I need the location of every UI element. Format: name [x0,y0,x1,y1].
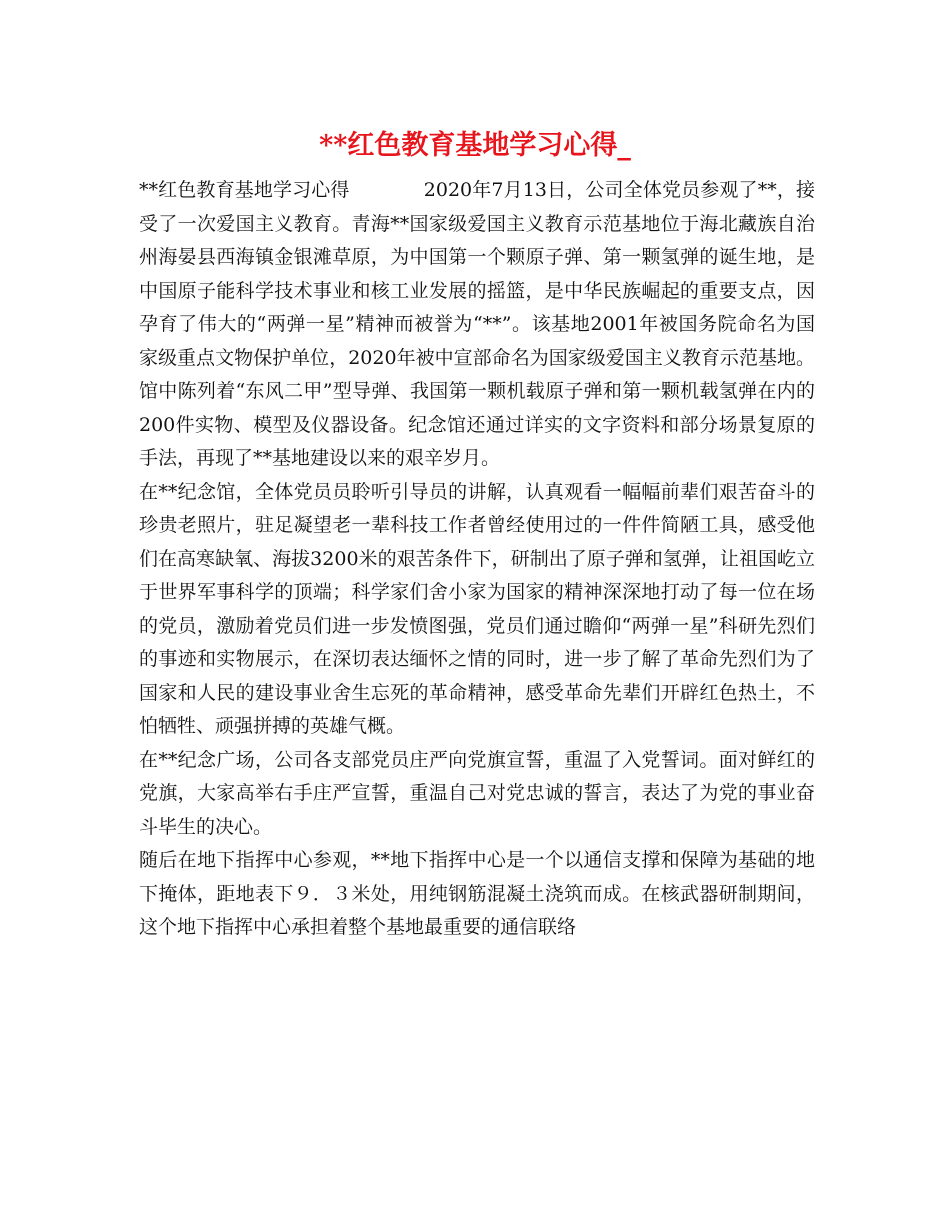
paragraph-3: 在**纪念广场，公司各支部党员庄严向党旗宣誓，重温了入党誓词。面对鲜红的党旗，大家高举右手庄严宣誓，重温自己对党忠诚的誓言，表达了为党的事业奋斗毕生的决心。 [139,748,815,838]
document-body [139,174,815,945]
paragraph-1: **红色教育基地学习心得 2020年7月13日，公司全体党员参观了**，接受了一次爱国主义教育。青海**国家级爱国主义教育示范基地位于海北藏族自治州海晏县西海镇金银滩草原，为中国第一个颗原子弹、第一颗氢弹的诞生地，是中国原子能科学技术事业和核工业发展的摇篮，是中华民族崛起的重要支点，因孕育了伟大的“两弹一星”精神而被誉为“**”。该基地2001年被国务院命名为国家级重点文物保护单位，2020年被中宣部命名为国家级爱国主义教育示范基地。馆中陈列着“东风二甲”型导弹、我国第一颗机载原子弹和第一颗机载氢弹在内的200件实物、模型及仪器设备。纪念馆还通过详实的文字资料和部分场景复原的手法，再现了**基地建设以来的艰辛岁月。 [139,179,815,469]
document-title: **红色教育基地学习心得_ [319,130,631,161]
paragraph-2: 在**纪念馆，全体党员员聆听引导员的讲解，认真观看一幅幅前辈们艰苦奋斗的珍贵老照片，驻足凝望老一辈科技工作者曾经使用过的一件件简陋工具，感受他们在高寒缺氧、海拔3200米的艰苦条件下，研制出了原子弹和氢弹，让祖国屹立于世界军事科学的顶端；科学家们舍小家为国家的精神深深地打动了每一位在场的党员，激励着党员们进一步发愤图强，党员们通过瞻仰“两弹一星”科研先烈们的事迹和实物展示，在深切表达缅怀之情的同时，进一步了解了革命先烈们为了国家和人民的建设事业舍生忘死的革命精神，感受革命先辈们开辟红色热土，不怕牺牲、顽强拼搏的英雄气概。 [139,480,815,737]
paragraph-4: 随后在地下指挥中心参观，**地下指挥中心是一个以通信支撑和保障为基础的地下掩体，距地表下９．３米处，用纯钢筋混凝土浇筑而成。在核武器研制期间，这个地下指挥中心承担着整个基地最重要的通信联络 [139,849,815,938]
